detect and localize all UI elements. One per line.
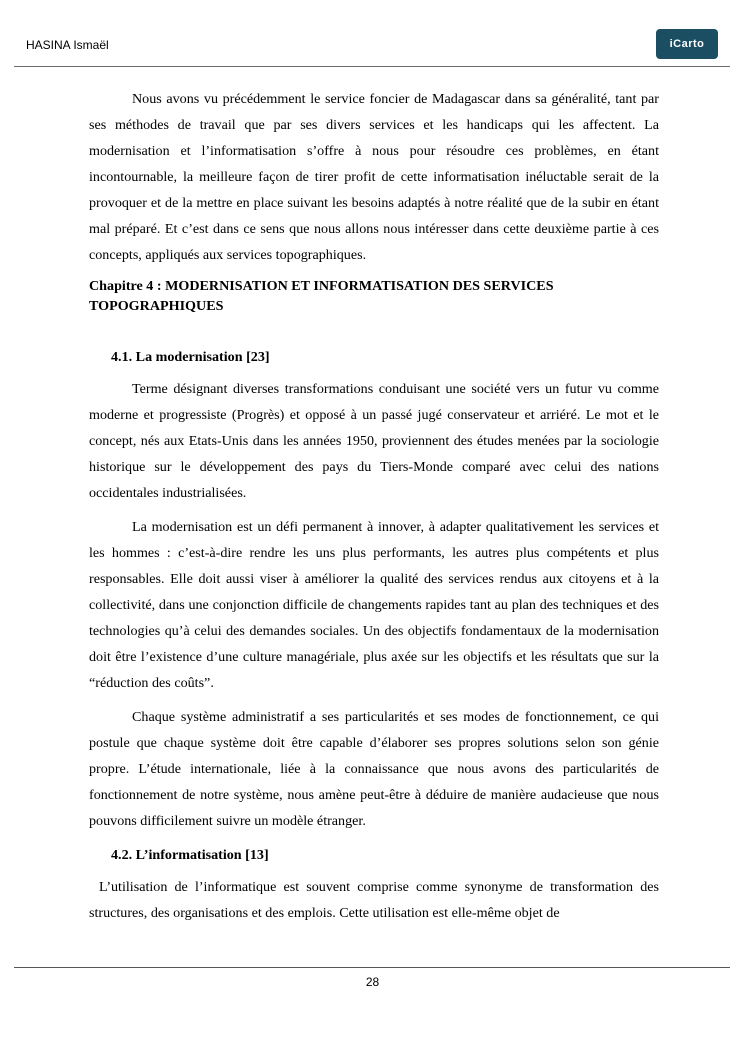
section-title-modernisation: 4.1. La modernisation [23]	[111, 349, 270, 365]
header-author: HASINA Ismaël	[26, 38, 109, 52]
intro-paragraph: Nous avons vu précédemment le service foncier de Madagascar dans sa généralité, tant par ses méthodes de travail que par ses divers services et les handicaps qui les affectent. La modernisation et l’informatisation s’offre à nous pour résoudre ces problèmes, en étant incontournable, la meilleure façon de tirer profit de cette informatisation inéluctable serait de la provoquer et de la mettre en place suivant les besoins adaptés à notre réalité que de la subir en étant mal préparé. Et c’est dans ce sens que nous allons nous intéresser dans cette deuxième partie à ces concepts, appliqués aux services topographiques.	[89, 91, 659, 263]
footer-divider	[14, 967, 730, 968]
chapter-title-line-2: TOPOGRAPHIQUES	[89, 298, 224, 314]
institution-logo: iCarto	[656, 29, 718, 59]
chapter-title	[89, 276, 659, 316]
page-number: 28	[365, 975, 380, 989]
header-divider	[14, 66, 730, 67]
modernisation-paragraph-3: Chaque système administratif a ses particularités et ses modes de fonctionnement, ce qui postule que chaque système doit être capable d’élaborer ses propres solutions selon son génie propre. L’étude internationale, liée à la connaissance que nous avons des particularités de fonctionnement de notre système, nous amène peut-être à déduire de manière audacieuse que nous pouvons difficilement suivre un modèle étranger.	[89, 709, 659, 829]
modernisation-paragraph-1: Terme désignant diverses transformations conduisant une société vers un futur vu comme moderne et progressiste (Progrès) et opposé à un passé jugé conservateur et arriéré. Le mot et le concept, nés aux Etats-Unis dans les années 1950, proviennent des études menées par la sociologie historique sur le développement des pays du Tiers-Monde comparé avec celui des nations occidentales industrialisées.	[89, 381, 659, 501]
section-title-informatisation: 4.2. L’informatisation [13]	[111, 847, 269, 863]
page-content	[89, 86, 659, 934]
modernisation-paragraph-2: La modernisation est un défi permanent à innover, à adapter qualitativement les services et les hommes : c’est-à-dire rendre les uns plus performants, les autres plus compétents et plus responsables. Elle doit aussi viser à améliorer la qualité des services rendus aux citoyens et à la collectivité, dans une conjonction difficile de changements rapides tant au plan des techniques et des technologies qu’à celui des demandes sociales. Un des objectifs fondamentaux de la modernisation doit être l’existence d’une culture managériale, plus axée sur les objectifs et les résultats que sur la “réduction des coûts”.	[89, 519, 659, 691]
chapter-title-line-1: Chapitre 4 : MODERNISATION ET INFORMATISATION DES SERVICES	[89, 278, 554, 294]
informatisation-paragraph: L’utilisation de l’informatique est souvent comprise comme synonyme de transformation des structures, des organisations et des emplois. Cette utilisation est elle-même objet de	[89, 879, 659, 921]
